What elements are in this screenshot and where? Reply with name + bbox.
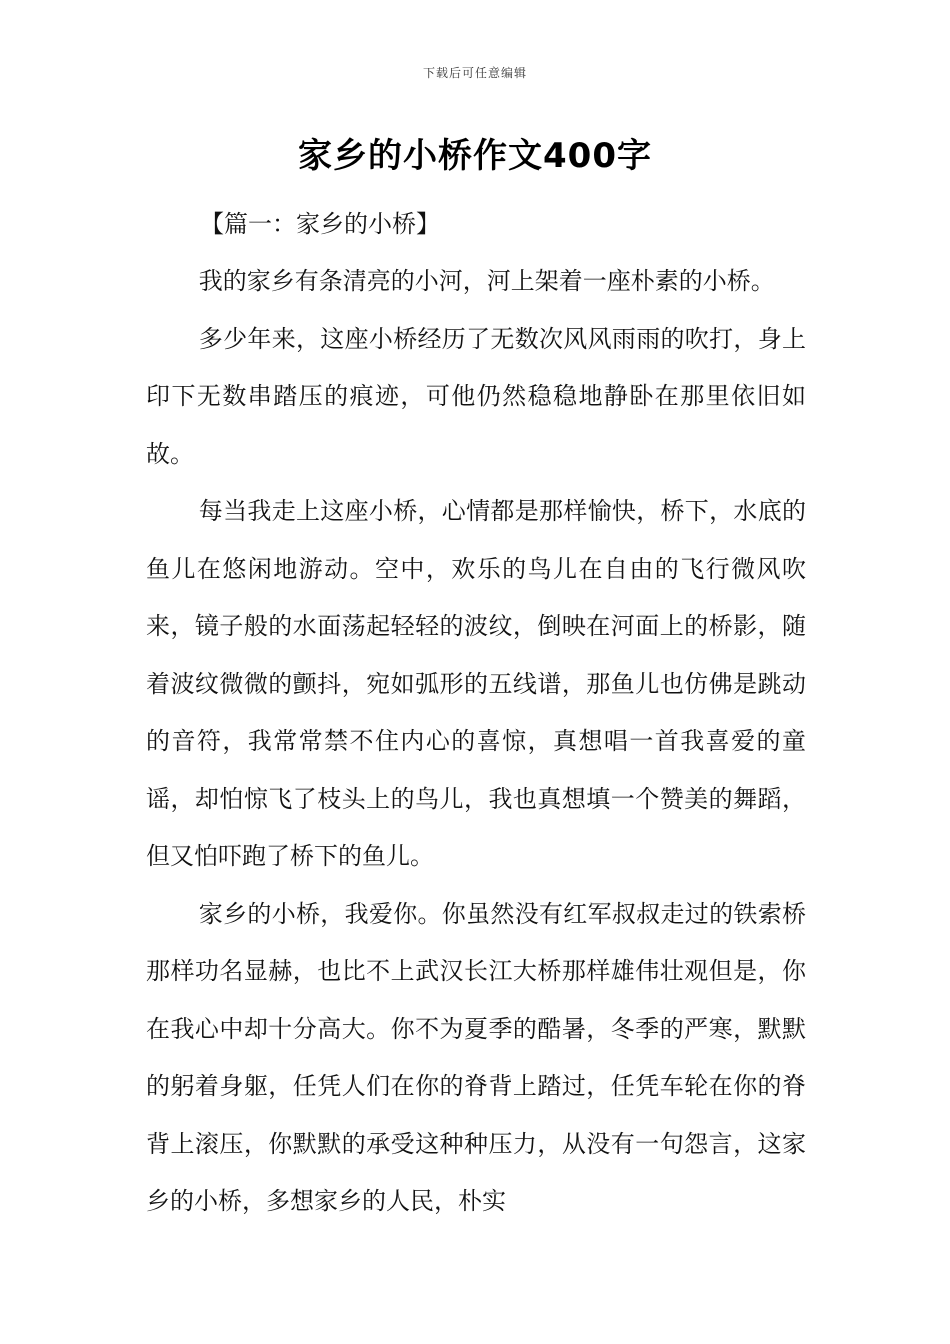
header-note: 下载后可任意编辑 xyxy=(422,66,527,80)
paragraph-2: 多少年来，这座小桥经历了无数次风风雨雨的吹打，身上印下无数串踏压的痕迹，可他仍然稳稳地静卧在那里依旧如故。 xyxy=(146,324,806,468)
document-body xyxy=(146,196,806,1231)
paragraph-1: 我的家乡有条清亮的小河，河上架着一座朴素的小桥。 xyxy=(198,267,775,295)
section-heading: 【篇一：家乡的小桥】 xyxy=(200,210,440,238)
document-title: 家乡的小桥作文400字 xyxy=(298,136,652,176)
paragraph-3: 每当我走上这座小桥，心情都是那样愉快，桥下，水底的鱼儿在悠闲地游动。空中，欢乐的鸟儿在自由的飞行微风吹来，镜子般的水面荡起轻轻的波纹，倒映在河面上的桥影，随着波纹微微的颤抖，宛如弧形的五线谱，那鱼儿也仿佛是跳动的音符，我常常禁不住内心的喜惊，真想唱一首我喜爱的童谣，却怕惊飞了枝头上的鸟儿，我也真想填一个赞美的舞蹈，但又怕吓跑了桥下的鱼儿。 xyxy=(146,497,806,870)
paragraph-4: 家乡的小桥，我爱你。你虽然没有红军叔叔走过的铁索桥那样功名显赫，也比不上武汉长江大桥那样雄伟壮观但是，你在我心中却十分高大。你不为夏季的酷暑，冬季的严寒，默默的躬着身躯，任凭人们在你的脊背上踏过，任凭车轮在你的脊背上滚压，你默默的承受这种种压力，从没有一句怨言，这家乡的小桥，多想家乡的人民，朴实 xyxy=(146,899,806,1215)
